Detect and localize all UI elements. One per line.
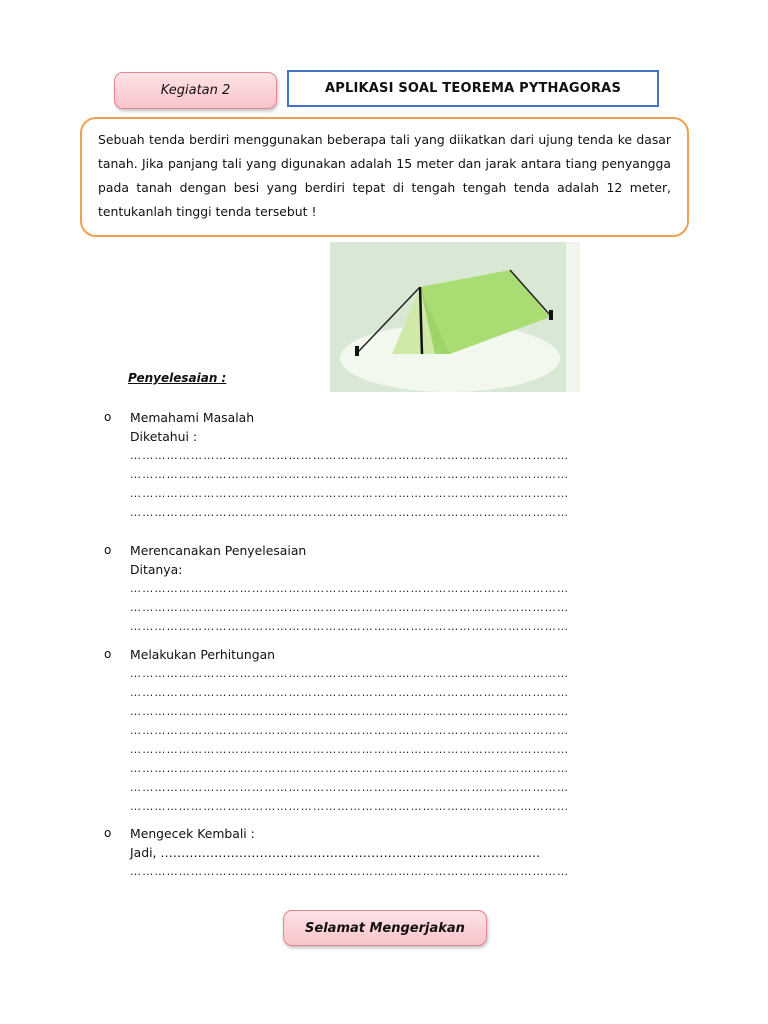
step-heading: Memahami Masalah bbox=[130, 410, 255, 425]
step-check bbox=[104, 824, 664, 881]
peg-right bbox=[549, 310, 553, 320]
step-understand bbox=[104, 408, 664, 522]
answer-line[interactable]: ……………………………………………………………………………………………… bbox=[130, 800, 570, 813]
bullet-icon: o bbox=[104, 647, 112, 661]
answer-line[interactable]: ……………………………………………………………………………………………… bbox=[130, 705, 570, 718]
step-heading: Mengecek Kembali : bbox=[130, 826, 255, 841]
step-subheading: Ditanya: bbox=[130, 562, 183, 577]
worksheet-title: APLIKASI SOAL TEOREMA PYTHAGORAS bbox=[287, 70, 659, 107]
answer-line[interactable]: ……………………………………………………………………………………………… bbox=[130, 449, 570, 462]
activity-label: Kegiatan 2 bbox=[114, 72, 277, 109]
tent-illustration bbox=[330, 242, 580, 392]
illustration-edge bbox=[566, 242, 580, 392]
peg-left bbox=[355, 346, 359, 356]
answer-line[interactable]: ……………………………………………………………………………………………… bbox=[130, 667, 570, 680]
step-plan bbox=[104, 541, 664, 636]
answer-line[interactable]: ……………………………………………………………………………………………… bbox=[130, 506, 570, 519]
bullet-icon: o bbox=[104, 826, 112, 840]
answer-line[interactable]: ……………………………………………………………………………………………… bbox=[130, 781, 570, 794]
step-calculate bbox=[104, 645, 664, 816]
answer-line[interactable]: ……………………………………………………………………………………………… bbox=[130, 686, 570, 699]
answer-line[interactable]: ……………………………………………………………………………………………… bbox=[130, 865, 570, 878]
bullet-icon: o bbox=[104, 410, 112, 424]
answer-line[interactable]: ……………………………………………………………………………………………… bbox=[130, 582, 570, 595]
bullet-icon: o bbox=[104, 543, 112, 557]
conclusion-line[interactable]: Jadi, ……………………………………………………………………………….. bbox=[130, 845, 541, 860]
answer-line[interactable]: ……………………………………………………………………………………………… bbox=[130, 743, 570, 756]
closing-message: Selamat Mengerjakan bbox=[283, 910, 487, 946]
answer-line[interactable]: ……………………………………………………………………………………………… bbox=[130, 601, 570, 614]
answer-line[interactable]: ……………………………………………………………………………………………… bbox=[130, 762, 570, 775]
answer-line[interactable]: ……………………………………………………………………………………………… bbox=[130, 724, 570, 737]
step-subheading: Diketahui : bbox=[130, 429, 198, 444]
step-heading: Merencanakan Penyelesaian bbox=[130, 543, 307, 558]
answer-line[interactable]: ……………………………………………………………………………………………… bbox=[130, 620, 570, 633]
step-heading: Melakukan Perhitungan bbox=[130, 647, 276, 662]
problem-statement: Sebuah tenda berdiri menggunakan beberapa tali yang diikatkan dari ujung tenda ke dasar tanah. Jika panjang tali yang digunakan adalah 15 meter dan jarak antara tiang penyangga pada tanah dengan besi yang berdiri tepat di tengah tengah tenda adalah 12 meter, tentukanlah tinggi tenda tersebut ! bbox=[80, 117, 689, 237]
answer-line[interactable]: ……………………………………………………………………………………………… bbox=[130, 468, 570, 481]
solution-label: Penyelesaian : bbox=[128, 371, 227, 385]
answer-line[interactable]: ……………………………………………………………………………………………… bbox=[130, 487, 570, 500]
